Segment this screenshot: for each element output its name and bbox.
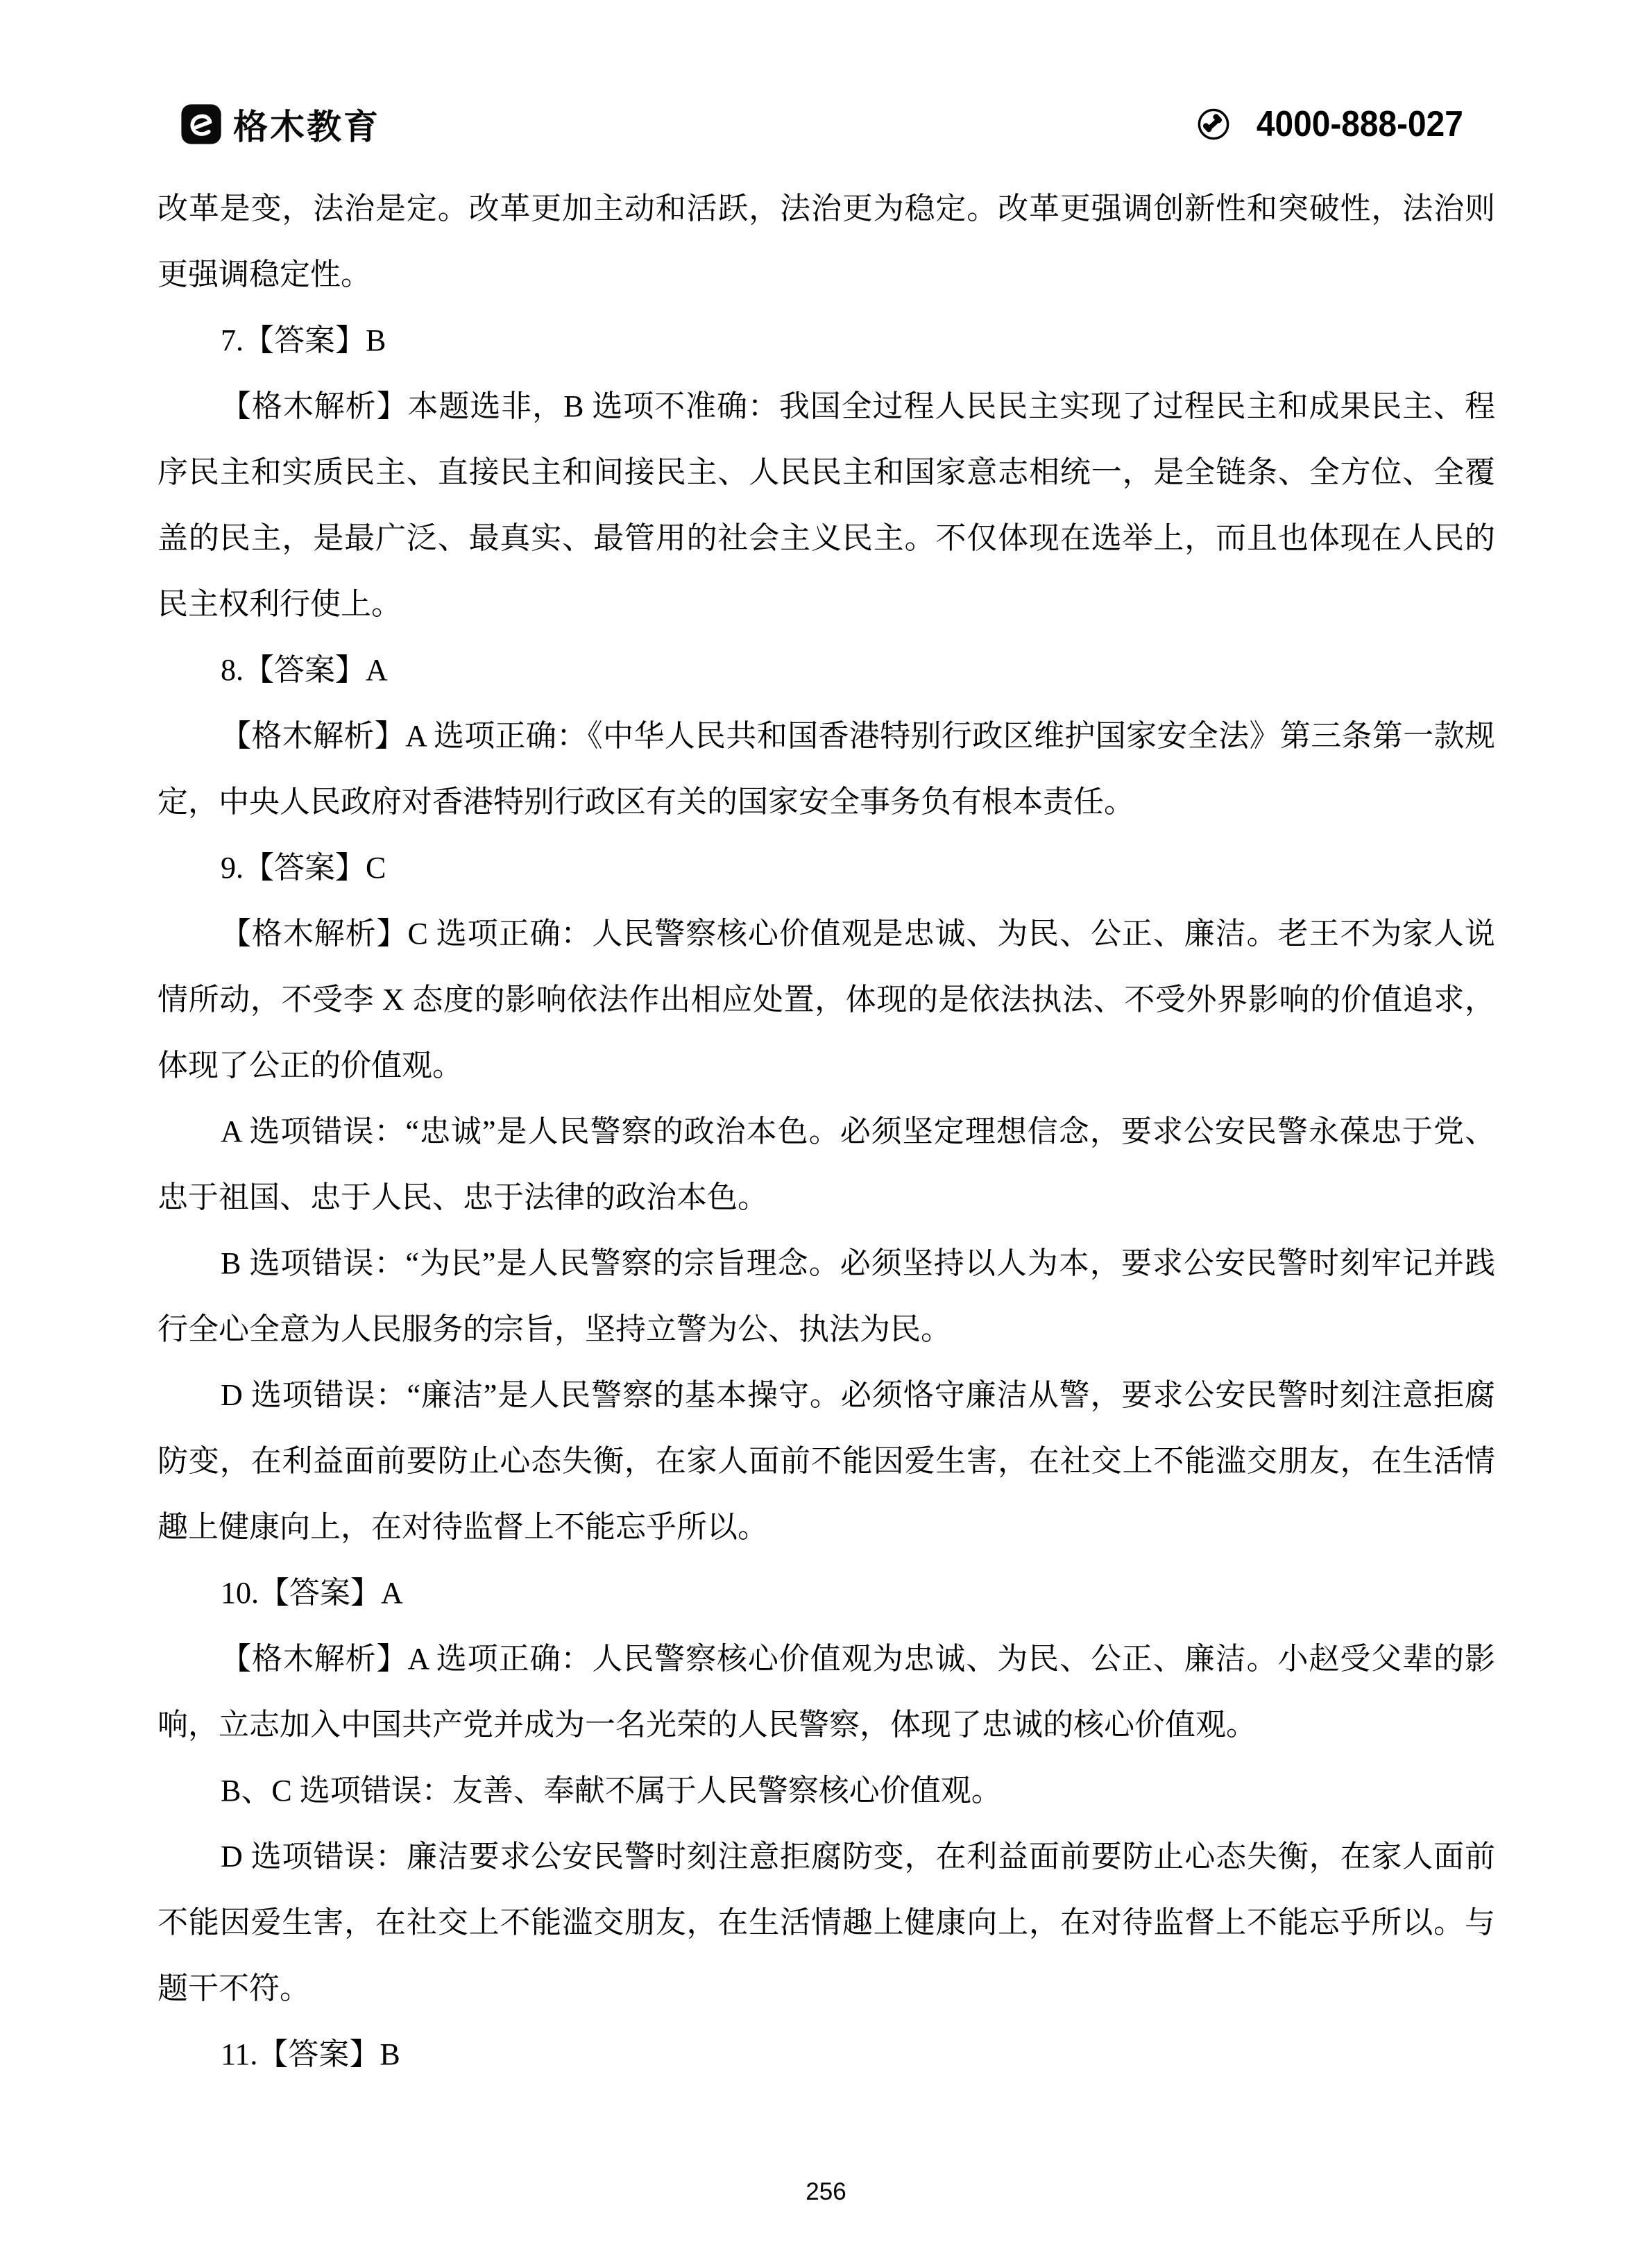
answer-explanations (157, 176, 1495, 2087)
paragraph: 【格木解析】A 选项正确：《中华人民共和国香港特别行政区维护国家安全法》第三条第一款规定，中央人民政府对香港特别行政区有关的国家安全事务负有根本责任。 (157, 719, 1495, 819)
paragraph: 7.【答案】B (221, 323, 386, 357)
paragraph: D 选项错误：“廉洁”是人民警察的基本操守。必须恪守廉洁从警，要求公安民警时刻注意拒腐防变，在利益面前要防止心态失衡，在家人面前不能因爱生害，在社交上不能滥交朋友，在生活情趣上健康向上，在对待监督上不能忘乎所以。 (157, 1378, 1495, 1544)
paragraph: 10.【答案】A (221, 1576, 403, 1610)
paragraph: 【格木解析】本题选非，B 选项不准确：我国全过程人民民主实现了过程民主和成果民主、程序民主和实质民主、直接民主和间接民主、人民民主和国家意志相统一，是全链条、全方位、全覆盖的民主，是最广泛、最真实、最管用的社会主义民主。不仅体现在选举上，而且也体现在人民的民主权利行使上。 (157, 389, 1495, 621)
page-footer (0, 2178, 1652, 2206)
paragraph: 改革是变，法治是定。改革更加主动和活跃，法治更为稳定。改革更强调创新性和突破性，法治则更强调稳定性。 (157, 192, 1495, 291)
page-header (157, 97, 1495, 151)
brand-name: 格木教育 (233, 108, 380, 146)
page-number: 256 (806, 2178, 846, 2205)
phone-number: 4000-888-027 (1257, 104, 1463, 144)
paragraph: 【格木解析】A 选项正确：人民警察核心价值观为忠诚、为民、公正、廉洁。小赵受父辈的影响，立志加入中国共产党并成为一名光荣的人民警察，体现了忠诚的核心价值观。 (157, 1642, 1495, 1742)
paragraph: B 选项错误：“为民”是人民警察的宗旨理念。必须坚持以人为本，要求公安民警时刻牢记并践行全心全意为人民服务的宗旨，坚持立警为公、执法为民。 (157, 1246, 1495, 1346)
paragraph: D 选项错误：廉洁要求公安民警时刻注意拒腐防变，在利益面前要防止心态失衡，在家人面前不能因爱生害，在社交上不能滥交朋友，在生活情趣上健康向上，在对待监督上不能忘乎所以。与题干不符。 (157, 1840, 1495, 2005)
gemu-logo-icon (180, 103, 222, 145)
contact-phone (1197, 103, 1463, 145)
brand-logo (180, 99, 380, 149)
paragraph: 【格木解析】C 选项正确：人民警察核心价值观是忠诚、为民、公正、廉洁。老王不为家人说情所动，不受李 X 态度的影响依法作出相应处置，体现的是依法执法、不受外界影响的价值追求，体现了公正的价值观。 (157, 917, 1495, 1082)
paragraph: B、C 选项错误：友善、奉献不属于人民警察核心价值观。 (221, 1774, 1002, 1808)
paragraph: A 选项错误：“忠诚”是人民警察的政治本色。必须坚定理想信念，要求公安民警永葆忠于党、忠于祖国、忠于人民、忠于法律的政治本色。 (157, 1114, 1495, 1214)
paragraph: 8.【答案】A (221, 653, 388, 687)
phone-circle-icon (1197, 108, 1230, 141)
paragraph: 9.【答案】C (221, 851, 386, 885)
paragraph: 11.【答案】B (221, 2037, 400, 2071)
